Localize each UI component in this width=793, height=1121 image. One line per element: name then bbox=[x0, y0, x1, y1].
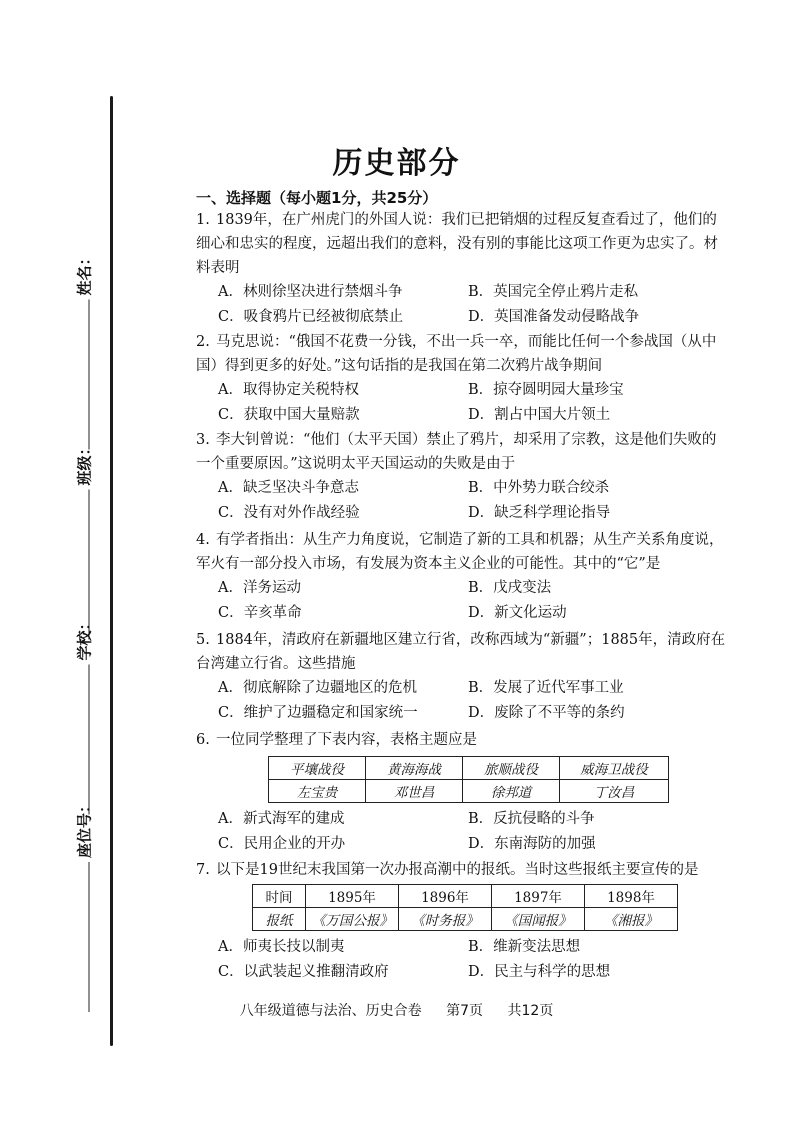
question-6 bbox=[196, 728, 726, 857]
question-3 bbox=[196, 428, 726, 526]
footer-exam-name: 八年级道德与法治、历史合卷 bbox=[239, 1003, 422, 1019]
table-cell: 左宝贵 bbox=[269, 780, 366, 803]
option-a[interactable]: A．缺乏坚决斗争意志 bbox=[218, 480, 359, 496]
options bbox=[218, 807, 726, 857]
section-heading: 一、选择题（每小题1分，共25分） bbox=[196, 189, 438, 207]
question-4 bbox=[196, 528, 726, 626]
option-b[interactable]: B．中外势力联合绞杀 bbox=[468, 480, 610, 496]
option-d[interactable]: D．新文化运动 bbox=[468, 605, 567, 621]
option-c[interactable]: C．辛亥革命 bbox=[218, 605, 302, 621]
option-d[interactable]: D．废除了不平等的条约 bbox=[468, 705, 625, 721]
option-a[interactable]: A．彻底解除了边疆地区的危机 bbox=[218, 680, 417, 696]
option-b[interactable]: B．戊戌变法 bbox=[468, 580, 552, 596]
option-a[interactable]: A．洋务运动 bbox=[218, 580, 301, 596]
options bbox=[218, 280, 726, 330]
option-a[interactable]: A．林则徐坚决进行禁烟斗争 bbox=[218, 284, 403, 300]
name-label: 姓名： bbox=[75, 250, 94, 296]
option-b[interactable]: B．掠夺圆明园大量珍宝 bbox=[468, 382, 624, 398]
option-b[interactable]: B．反抗侵略的斗争 bbox=[468, 811, 595, 827]
option-c[interactable]: C．维护了边疆稳定和国家统一 bbox=[218, 705, 418, 721]
table-cell: 1895年 bbox=[306, 885, 399, 908]
option-c[interactable]: C．获取中国大量赔款 bbox=[218, 407, 360, 423]
option-c[interactable]: C．吸食鸦片已经被彻底禁止 bbox=[218, 309, 404, 325]
options bbox=[218, 476, 726, 526]
option-a[interactable]: A．取得协定关税特权 bbox=[218, 382, 359, 398]
option-c[interactable]: C．以武装起义推翻清政府 bbox=[218, 964, 389, 980]
table-cell: 丁汝昌 bbox=[560, 780, 669, 803]
table-cell: 报纸 bbox=[253, 908, 306, 931]
table-cell: 1898年 bbox=[585, 885, 678, 908]
page-title: 历史部分 bbox=[332, 146, 461, 181]
option-c[interactable]: C．民用企业的开办 bbox=[218, 836, 346, 852]
question-text: 4. 有学者指出：从生产力角度说，它制造了新的工具和机器；从生产关系角度说，军火有一部分投入市场，有发展为资本主义企业的可能性。其中的“它”是 bbox=[196, 532, 724, 572]
school-label: 学校： bbox=[75, 615, 94, 661]
question-5 bbox=[196, 628, 726, 726]
seat-field[interactable] bbox=[54, 790, 114, 1020]
option-b[interactable]: B．发展了近代军事工业 bbox=[468, 680, 624, 696]
options bbox=[218, 676, 726, 726]
option-b[interactable]: B．维新变法思想 bbox=[468, 939, 581, 955]
table-cell: 1897年 bbox=[492, 885, 585, 908]
footer-page-number: 第7页 bbox=[446, 1003, 484, 1019]
option-d[interactable]: D．民主与科学的思想 bbox=[468, 964, 611, 980]
question-text: 7. 以下是19世纪末我国第一次办报高潮中的报纸。当时这些报纸主要宣传的是 bbox=[196, 862, 699, 878]
option-d[interactable]: D．割占中国大片领土 bbox=[468, 407, 611, 423]
options bbox=[218, 576, 726, 626]
option-d[interactable]: D．英国准备发动侵略战争 bbox=[468, 309, 640, 325]
table-cell: 邓世昌 bbox=[366, 780, 463, 803]
options bbox=[218, 378, 726, 428]
table-cell: 平壤战役 bbox=[269, 757, 366, 780]
seat-underline[interactable] bbox=[79, 862, 90, 1012]
option-a[interactable]: A．师夷长技以制夷 bbox=[218, 939, 345, 955]
question-2 bbox=[196, 330, 726, 428]
question-1 bbox=[196, 208, 726, 330]
table-cell: 时间 bbox=[253, 885, 306, 908]
question-text: 5. 1884年，清政府在新疆地区建立行省，改称西域为“新疆”；1885年，清政府在台湾建立行省。这些措施 bbox=[196, 632, 726, 672]
table-cell: 1896年 bbox=[399, 885, 492, 908]
option-a[interactable]: A．新式海军的建成 bbox=[218, 811, 345, 827]
battle-table bbox=[268, 756, 669, 803]
table-cell: 徐邦道 bbox=[463, 780, 560, 803]
question-7 bbox=[196, 858, 726, 985]
option-d[interactable]: D．缺乏科学理论指导 bbox=[468, 505, 611, 521]
question-text: 2. 马克思说：“俄国不花费一分钱，不出一兵一卒，而能比任何一个参战国（从中国）得到更多的好处。”这句话指的是我国在第二次鸦片战争期间 bbox=[196, 334, 717, 374]
option-c[interactable]: C．没有对外作战经验 bbox=[218, 505, 360, 521]
question-text: 6. 一位同学整理了下表内容，表格主题应是 bbox=[196, 732, 477, 748]
class-label: 班级： bbox=[75, 440, 94, 486]
table-cell: 旅顺战役 bbox=[463, 757, 560, 780]
seat-label: 座位号： bbox=[75, 797, 94, 859]
table-cell: 《万国公报》 bbox=[306, 908, 399, 931]
option-d[interactable]: D．东南海防的加强 bbox=[468, 836, 596, 852]
options bbox=[218, 935, 726, 985]
table-cell: 《湘报》 bbox=[585, 908, 678, 931]
table-cell: 《国闻报》 bbox=[492, 908, 585, 931]
question-text: 1. 1839年，在广州虎门的外国人说：我们已把销烟的过程反复查看过了，他们的细心和忠实的程度，远超出我们的意料，没有别的事能比这项工作更为忠实了。材料表明 bbox=[196, 212, 718, 276]
page-footer bbox=[0, 1000, 793, 1020]
footer-total-pages: 共12页 bbox=[507, 1003, 554, 1019]
table-cell: 威海卫战役 bbox=[560, 757, 669, 780]
option-b[interactable]: B．英国完全停止鸦片走私 bbox=[468, 284, 639, 300]
newspaper-table bbox=[252, 884, 678, 931]
question-text: 3. 李大钊曾说：“他们（太平天国）禁止了鸦片，却采用了宗教，这是他们失败的一个重要原因。”这说明太平天国运动的失败是由于 bbox=[196, 432, 717, 472]
table-cell: 《时务报》 bbox=[399, 908, 492, 931]
table-cell: 黄海海战 bbox=[366, 757, 463, 780]
